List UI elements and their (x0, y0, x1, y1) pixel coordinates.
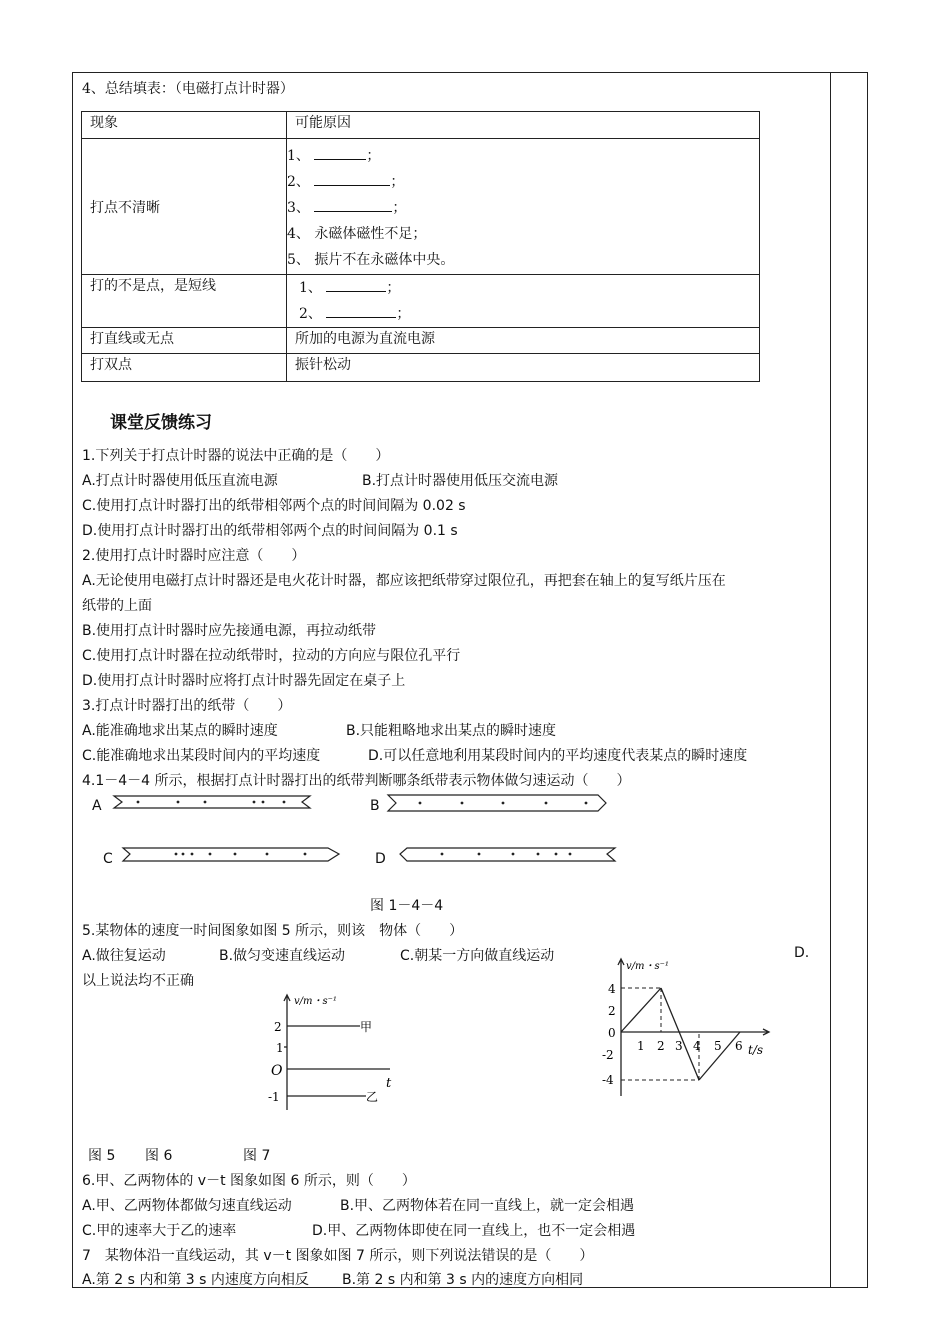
row1-reason-2: 2、 ； (287, 174, 405, 190)
v-segment-2 (661, 988, 699, 1080)
q6-option-c: C.甲的速率大于乙的速率 (82, 1223, 237, 1239)
summary-title: 4、总结填表：（电磁打点计时器） (82, 81, 294, 97)
tape-b-dot (461, 802, 464, 805)
row4-phenomenon: 打双点 (82, 354, 287, 382)
q5-option-b: B.做匀变速直线运动 (219, 948, 346, 964)
header-phenomenon: 现象 (82, 112, 287, 139)
q1-option-d: D.使用打点计时器打出的纸带相邻两个点的时间间隔为 0.1 s (82, 523, 458, 539)
fig6-label-yi: 乙 (366, 1090, 379, 1104)
q3-option-d: D.可以任意地利用某段时间内的平均速度代表某点的瞬时速度 (368, 748, 748, 764)
tape-c-dot (304, 853, 307, 856)
tape-a-dot (204, 801, 207, 804)
fig6-tick-2: 2 (274, 1020, 282, 1034)
q3-option-b: B.只能粗略地求出某点的瞬时速度 (346, 723, 557, 739)
right-margin-line (830, 72, 831, 1288)
row2-reason-1: 1、 ； (299, 280, 401, 296)
tape-d-dot (555, 853, 558, 856)
q2-stem: 2.使用打点计时器时应注意（ ） (82, 548, 306, 564)
row2-phenomenon: 打的不是点，是短线 (82, 275, 287, 328)
q5-option-a: A.做往复运动 (82, 948, 166, 964)
q1-option-c: C.使用打点计时器打出的纸带相邻两个点的时间间隔为 0.02 s (82, 498, 466, 514)
q3-option-a: A.能准确地求出某点的瞬时速度 (82, 723, 278, 739)
fig7-ytick: 0 (608, 1026, 616, 1040)
row3-phenomenon: 打直线或无点 (82, 328, 287, 354)
tape-a-dot (137, 801, 140, 804)
tape-figure (110, 790, 630, 870)
q5-option-c: C.朝某一方向做直线运动 (400, 948, 555, 964)
figure-7 (600, 956, 780, 1104)
fig-label-7: 图 7 (243, 1148, 271, 1164)
fig-caption-1-4-4: 图 1－4－4 (370, 898, 444, 914)
tape-label-c: C (103, 851, 113, 867)
fig7-xtick: 6 (735, 1039, 743, 1053)
row2-reason-2: 2、 ； (299, 306, 411, 322)
tape-a (114, 796, 310, 808)
fig-label-6: 图 6 (145, 1148, 173, 1164)
fig7-xtick: 5 (714, 1039, 722, 1053)
tape-c-dot (234, 853, 237, 856)
fig7-xlabel: t/s (748, 1043, 764, 1057)
q2-option-c: C.使用打点计时器在拉动纸带时，拉动的方向应与限位孔平行 (82, 648, 461, 664)
tape-b-dot (419, 802, 422, 805)
row1-phenomenon: 打点不清晰 (82, 139, 287, 275)
tape-b-dot (502, 802, 505, 805)
q6-option-d: D.甲、乙两物体即使在同一直线上，也不一定会相遇 (312, 1223, 636, 1239)
tape-a-dot (262, 801, 265, 804)
tape-c-dot (191, 853, 194, 856)
q2-option-b: B.使用打点计时器时应先接通电源，再拉动纸带 (82, 623, 377, 639)
fig7-ytick: -2 (602, 1048, 614, 1062)
tape-b-dot (585, 802, 588, 805)
tape-label-a: A (92, 798, 102, 814)
tape-b-dot (545, 802, 548, 805)
tape-label-b: B (370, 798, 380, 814)
fig7-ytick: -4 (602, 1073, 614, 1087)
fig7-ylabel: v/m・s⁻¹ (626, 961, 669, 972)
fig6-origin: O (271, 1063, 283, 1079)
tape-c-dot (209, 853, 212, 856)
q2-option-a: A.无论使用电磁打点计时器还是电火花计时器，都应该把纸带穿过限位孔，再把套在轴上的复写纸片压在 (82, 573, 726, 589)
fig6-ylabel: v/m・s⁻¹ (294, 996, 337, 1007)
fig7-xtick: 3 (675, 1039, 683, 1053)
row1-reason-3: 3、 ； (287, 200, 407, 216)
tape-d-dot (512, 853, 515, 856)
q1-option-a: A.打点计时器使用低压直流电源 (82, 473, 278, 489)
fig6-xlabel: t (386, 1076, 392, 1091)
fig7-xtick: 1 (637, 1039, 645, 1053)
tape-d-dot (537, 853, 540, 856)
q6-stem: 6.甲、乙两物体的 v－t 图象如图 6 所示，则（ ） (82, 1173, 416, 1189)
q3-stem: 3.打点计时器打出的纸带（ ） (82, 698, 292, 714)
q1-stem: 1.下列关于打点计时器的说法中正确的是（ ） (82, 448, 390, 464)
q1-option-b: B.打点计时器使用低压交流电源 (362, 473, 559, 489)
q5-option-d-label: D. (794, 945, 810, 961)
q5-stem: 5.某物体的速度一时间图象如图 5 所示，则该 物体（ ） (82, 923, 464, 939)
tape-d (400, 848, 615, 861)
q7-stem: 7 某物体沿一直线运动，其 v－t 图象如图 7 所示，则下列说法错误的是（ ） (82, 1248, 594, 1264)
tape-a-dot (283, 801, 286, 804)
row1-reason-5: 5、 振片不在永磁体中央。 (287, 252, 455, 268)
tape-d-dot (441, 853, 444, 856)
header-reason: 可能原因 (287, 112, 760, 139)
tape-d-dot (569, 853, 572, 856)
fig7-xtick: 4 (693, 1039, 701, 1053)
tape-c-dot (182, 853, 185, 856)
v-segment-1 (621, 988, 661, 1032)
row1-reason-4: 4、 永磁体磁性不足； (287, 226, 427, 242)
fig6-label-jia: 甲 (360, 1020, 373, 1034)
q2-option-a-cont: 纸带的上面 (82, 598, 152, 614)
tape-a-dot (177, 801, 180, 804)
fig7-xtick: 2 (657, 1039, 665, 1053)
section-title: 课堂反馈练习 (110, 413, 212, 433)
tape-label-d: D (375, 851, 386, 867)
tape-c (123, 848, 339, 861)
tape-d-dot (478, 853, 481, 856)
tape-c-dot (266, 853, 269, 856)
q3-option-c: C.能准确地求出某段时间内的平均速度 (82, 748, 321, 764)
tape-a-dot (253, 801, 256, 804)
fig7-ytick: 4 (608, 982, 616, 996)
figure-6 (262, 992, 412, 1118)
tape-c-dot (175, 853, 178, 856)
fig6-tick-1: 1 (276, 1041, 284, 1055)
q7-option-a: A.第 2 s 内和第 3 s 内速度方向相反 (82, 1272, 309, 1288)
q2-option-d: D.使用打点计时器时应将打点计时器先固定在桌子上 (82, 673, 406, 689)
row1-reason-1: 1、 ； (287, 148, 381, 164)
q4-stem: 4.1－4－4 所示，根据打点计时器打出的纸带判断哪条纸带表示物体做匀速运动（ ） (82, 773, 631, 789)
q6-option-a: A.甲、乙两物体都做匀速直线运动 (82, 1198, 292, 1214)
fig6-tick-m1: -1 (268, 1090, 280, 1104)
summary-table (81, 111, 760, 382)
q7-option-b: B.第 2 s 内和第 3 s 内的速度方向相同 (342, 1272, 584, 1288)
q5-option-d: 以上说法均不正确 (82, 973, 194, 989)
row4-reason: 振针松动 (287, 354, 760, 382)
fig-label-5: 图 5 (88, 1148, 116, 1164)
row3-reason: 所加的电源为直流电源 (287, 328, 760, 354)
fig7-ytick: 2 (608, 1004, 616, 1018)
q6-option-b: B.甲、乙两物体若在同一直线上，就一定会相遇 (340, 1198, 635, 1214)
